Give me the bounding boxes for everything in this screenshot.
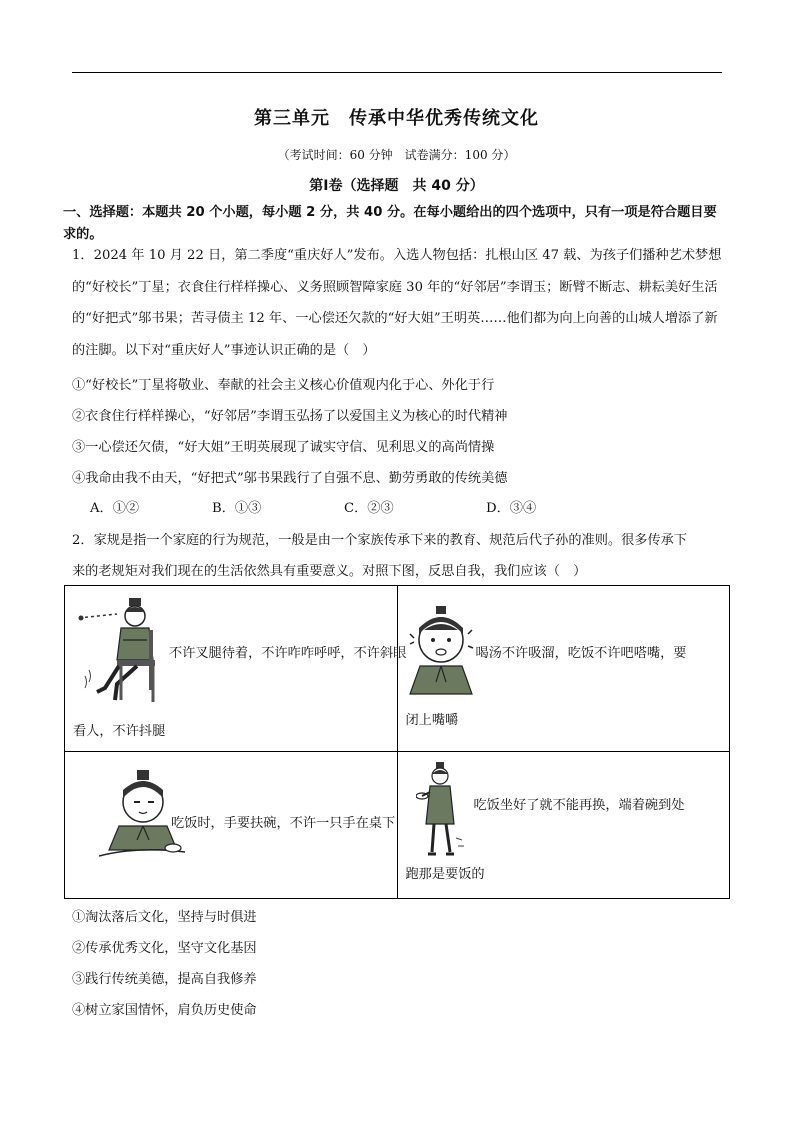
q1-statement-2: ②衣食住行样样操心，“好邻居”李谓玉弘扬了以爱国主义为核心的时代精神 [72,409,508,424]
q1-option-d[interactable]: D．③④ [486,501,537,516]
rule-text-running-a: 吃饭坐好了就不能再换，端着碗到处 [473,798,685,813]
rule-text-bowl-a: 吃饭时，手要扶碗，不许一只手在桌下 [171,816,396,831]
header-rule [72,72,722,73]
q2-statement-2: ②传承优秀文化，坚守文化基因 [72,941,257,956]
rule-text-soup-b: 闭上嘴嚼 [405,713,459,728]
exam-info: （考试时间：60 分钟 试卷满分：100 分） [277,148,516,162]
q2-statement-3: ③践行传统美德，提高自我修养 [72,972,257,987]
section-instructions: 一、选择题：本题共 20 个小题，每小题 2 分，共 40 分。在每小题给出的四个选项中，只有一项是符合题目要求的。 [63,205,717,242]
family-rules-table [64,585,730,899]
q2-statement-1: ①淘汰落后文化，坚持与时俱进 [72,910,257,925]
boy-with-bowl-walking-illustration [416,762,468,862]
rule-cell-soup [397,586,730,752]
rule-text-sitting-a: 不许叉腿待着，不许咋咋呼呼，不许斜眼 [169,646,407,661]
part-title: 第Ⅰ卷（选择题 共 40 分） [309,178,484,194]
q1-statement-4: ④我命由我不由天，“好把式”邬书果践行了自强不息、勤劳勇敢的传统美德 [72,471,508,486]
rule-cell-running [397,752,730,899]
q1-option-c[interactable]: C．②③ [344,501,394,516]
rule-text-soup-a: 喝汤不许吸溜，吃饭不许吧嗒嘴，要 [475,646,687,661]
q1-stem: 1．2024 年 10 月 22 日，第二季度“重庆好人”发布。入选人物包括：扎根山区 47 载、为孩子们播种艺术梦想的“好校长”丁星；衣食住行样样操心、义务照顾智障家庭 30 年的“好邻居”李谓玉；断臂不断志、耕耘美好生活的“好把式”邬书果；苦寻债主 12 年、一心偿还欠款的“好大姐”王明英……他们都为向上向善的山城人增添了新的注脚。以下对“重庆好人”事迹认识正确的是（ ） [72,248,722,358]
sitting-boy-illustration [77,596,173,708]
q1-option-b[interactable]: B．①③ [212,501,262,516]
page-title: 第三单元 传承中华优秀传统文化 [254,108,539,129]
q1-statement-3: ③一心偿还欠债，“好大姐”王明英展现了诚实守信、见利思义的高尚情操 [72,440,495,455]
q1-option-a[interactable]: A．①② [90,501,140,516]
q1-statement-1: ①“好校长”丁星将敬业、奉献的社会主义核心价值观内化于心、外化于行 [72,378,495,393]
q2-stem-line-1: 2．家规是指一个家庭的行为规范，一般是由一个家族传承下来的教育、规范后代子孙的准则。很多传承下 [72,533,688,548]
q2-statement-4: ④树立家国情怀，肩负历史使命 [72,1003,257,1018]
q2-stem-line-2: 来的老规矩对我们现在的生活依然具有重要意义。对照下图，反思自我，我们应该（ ） [72,564,587,579]
rule-text-running-b: 跑那是要饭的 [405,867,485,882]
rule-text-sitting-b: 看人，不许抖腿 [73,724,166,739]
rule-cell-sitting [65,586,407,752]
rule-cell-bowl [65,752,398,899]
boy-eating-soup-illustration [406,604,478,696]
